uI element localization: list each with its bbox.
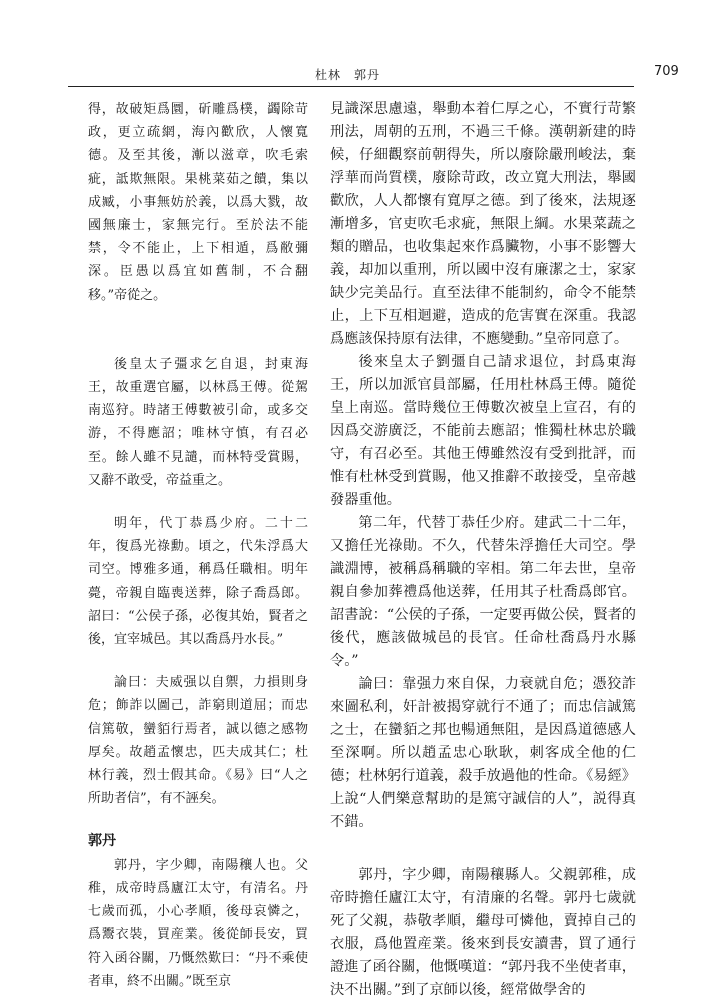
- classical-text-column: [88, 98, 308, 993]
- section-heading: 郭丹: [88, 833, 116, 850]
- page-header: [0, 66, 716, 86]
- translation-paragraph: 第二年，代替丁恭任少府。建武二十二年，又擔任光祿勛。不久，代替朱浮擔任大司空。學識淵博，被稱爲稱職的宰相。第二年去世，皇帝親自參加葬禮爲他送葬，任用其子杜喬爲郎官。詔書說：“公侯的子孫，一定要再做公侯，賢者的後代，應該做城邑的長官。任命杜喬爲丹水縣令。”: [330, 515, 636, 669]
- translation-paragraph: 後來皇太子劉彊自己請求退位，封爲東海王，所以加派官員部屬，任用杜林爲王傅。隨從皇上南巡。當時幾位王傅數次被皇上宣召，有的因爲交游廣泛，不能前去應詔；惟獨杜林忠於職守，有召必至。其他王傅雖然沒有受到批評，而惟有杜林受到賞賜，他又推辭不敢接受，皇帝越發器重他。: [330, 354, 636, 508]
- translation-paragraph: 論曰：靠强力來自保，力衰就自危；憑狡詐來圖私利，奸計被揭穿就行不通了；而忠信誠篤之士，在蠻貊之邦也暢通無阻，是因爲道德感人至深啊。所以趙孟忠心耿耿，刺客成全他的仁德；杜林躬行道義，殺手放過他的性命。《易經》上說“人們樂意幫助的是篤守誠信的人”，説得真不錯。: [330, 676, 636, 830]
- classical-paragraph: 得，故破矩爲圜，斫雕爲樸，蠲除苛政，更立疏網，海內歡欣，人懷寬德。及至其後，漸以滋章，吹毛索疵，詆欺無限。果桃菜茹之饋，集以成臧，小事無妨於義，以爲大戮，故國無廉士，家無完行。至於法不能禁，令不能止，上下相遁，爲敝彌深。臣愚以爲宜如舊制，不合翻移。”帝從之。: [88, 102, 308, 303]
- classical-paragraph: 後皇太子彊求乞自退，封東海王，故重選官屬，以林爲王傅。從駕南巡狩。時諸王傅數被引命，或多交游，不得應詔；唯林守慎，有召必至。餘人雖不見譴，而林特受賞賜，又辭不敢受，帝益重之。: [88, 356, 308, 488]
- translation-paragraph: 見識深思慮遠，舉動本着仁厚之心，不實行苛繁刑法，周朝的五刑，不過三千條。漢朝新建的時候，仔細觀察前朝得失，所以廢除嚴刑峻法，棄浮華而尚質樸，廢除苛政，改立寬大刑法，舉國歡欣，人人都懷有寬厚之德。到了後來，法規逐漸增多，官吏吹毛求疵，無限上綱。水果菜蔬之類的贈品，也收集起來作爲臟物，小事不影響大義，却加以重刑，所以國中沒有廉潔之士，家家缺少完美品行。直至法律不能制約，命令不能禁止，上下互相迴避，造成的危害實在深重。我認爲應該保持原有法律，不應變動。”皇帝同意了。: [330, 101, 636, 347]
- header-rule: [68, 86, 634, 87]
- translation-column: [330, 98, 636, 1002]
- running-head: 杜林 郭丹: [315, 68, 381, 82]
- translation-paragraph: 郭丹，字少卿，南陽穰縣人。父親郭稚，成帝時擔任廬江太守，有清廉的名聲。郭丹七歲就死了父親，恭敬孝順，繼母可憐他，賣掉自己的衣服，爲他置産業。後來到長安讀書，買了通行證進了函谷關，他慨嘆道：“郭丹我不坐使者車，決不出關。”到了京師以後，經常做學舍的: [330, 867, 636, 998]
- classical-paragraph: 郭丹，字少卿，南陽穰人也。父稚，成帝時爲廬江太守，有清名。丹七歲而孤，小心孝順，後母哀憐之，爲鬻衣裝，買産業。後從師長安，買符入函谷關，乃慨然歎曰：“丹不乘使者車，終不出關。”既至京: [88, 857, 308, 989]
- classical-paragraph: 論曰：夫威强以自禦，力損則身危；飾詐以圖己，詐窮則道屈；而忠信篤敬，蠻貊行焉者，誠以德之感物厚矣。故趙孟懷忠，匹夫成其仁；杜林行義，烈士假其命。《易》曰“人之所助者信”，有不誣矣。: [88, 675, 308, 807]
- page-number: 709: [654, 64, 679, 79]
- classical-paragraph: 明年，代丁恭爲少府。二十二年，復爲光祿勳。頃之，代朱浮爲大司空。博雅多通，稱爲任職相。明年薨，帝親自臨喪送葬，除子喬爲郎。詔曰：“公侯子孫，必復其始，賢者之後，宜宰城邑。其以喬爲丹水長。”: [88, 516, 308, 648]
